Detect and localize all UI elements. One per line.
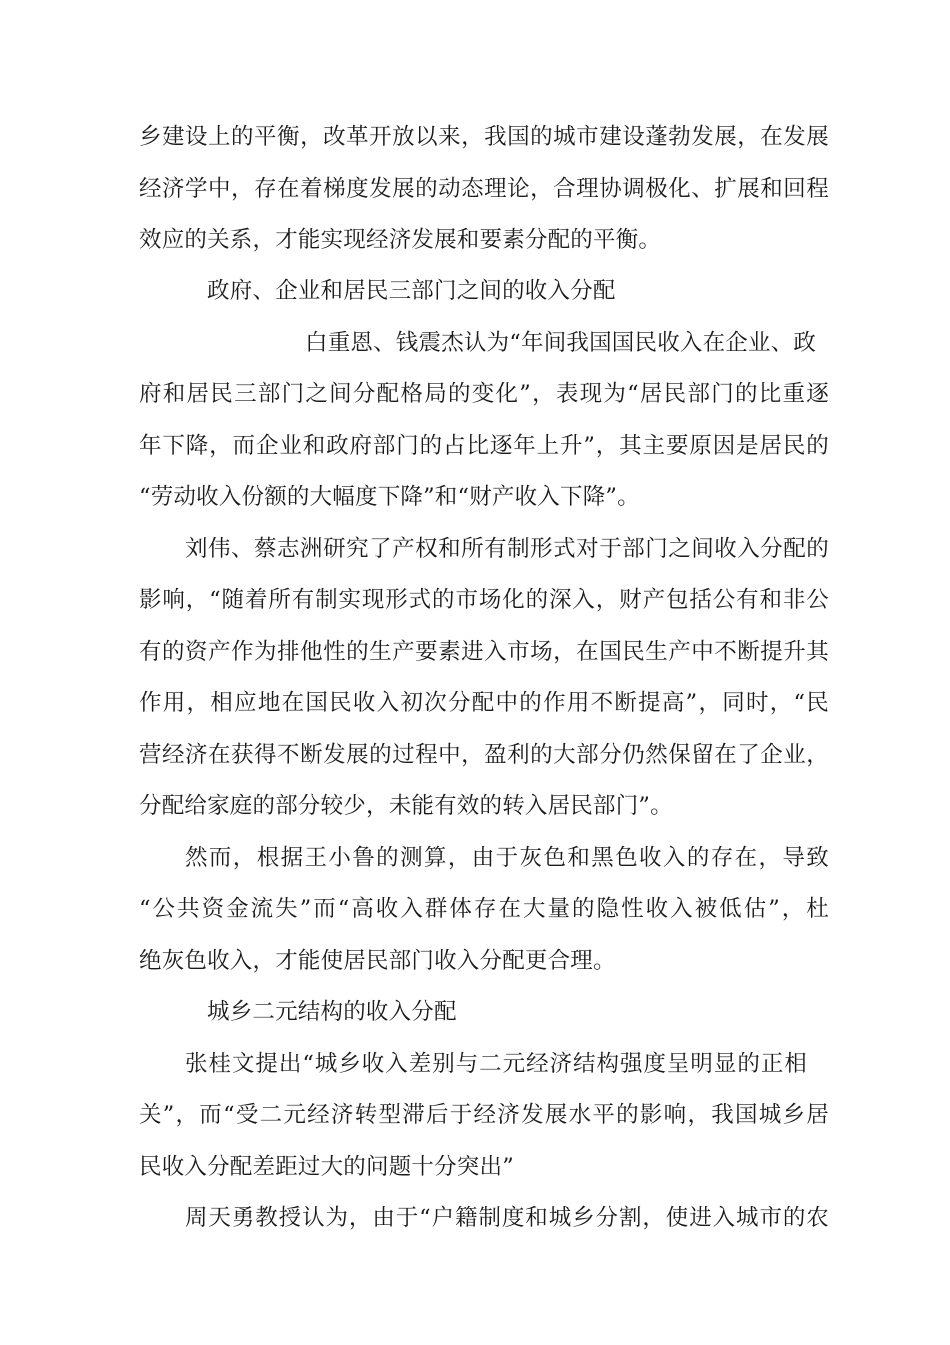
text-line: 府和居民三部门之间分配格局的变化”，表现为“居民部门的比重逐 (139, 381, 829, 407)
text-line: “劳动收入份额的大幅度下降”和“财产收入下降”。 (139, 484, 640, 510)
section-heading: 城乡二元结构的收入分配 (207, 999, 457, 1025)
text-line: 影响，“随着所有制实现形式的市场化的深入，财产包括公有和非公 (139, 587, 829, 613)
text-line: 作用，相应地在国民收入初次分配中的作用不断提高”，同时，“民 (139, 690, 829, 716)
text-line: 效应的关系，才能实现经济发展和要素分配的平衡。 (139, 227, 662, 253)
text-line: 分配给家庭的部分较少，未能有效的转入居民部门”。 (139, 793, 673, 819)
text-line: 绝灰色收入，才能使居民部门收入分配更合理。 (139, 948, 616, 974)
text-line: 关”，而“受二元经济转型滞后于经济发展水平的影响，我国城乡居 (139, 1102, 829, 1128)
text-line: 张桂文提出“城乡收入差别与二元经济结构强度呈明显的正相 (185, 1051, 807, 1077)
text-line: 白重恩、钱震杰认为“年间我国国民收入在企业、政 (305, 330, 817, 356)
text-line: 经济学中，存在着梯度发展的动态理论，合理协调极化、扩展和回程 (139, 176, 829, 202)
section-heading: 政府、企业和居民三部门之间的收入分配 (207, 278, 616, 304)
text-line: 然而，根据王小鲁的测算，由于灰色和黑色收入的存在，导致 (185, 845, 829, 871)
text-line: 年下降，而企业和政府部门的占比逐年上升”，其主要原因是居民的 (139, 433, 829, 459)
text-line: 营经济在获得不断发展的过程中，盈利的大部分仍然保留在了企业， (139, 742, 829, 768)
text-line: 周天勇教授认为，由于“户籍制度和城乡分割，使进入城市的农 (185, 1205, 829, 1231)
text-line: 民收入分配差距过大的问题十分突出” (139, 1154, 514, 1180)
text-line: 有的资产作为排他性的生产要素进入市场，在国民生产中不断提升其 (139, 639, 829, 665)
text-line: “公共资金流失”而“高收入群体存在大量的隐性收入被低估”，杜 (139, 896, 829, 922)
text-line: 乡建设上的平衡，改革开放以来，我国的城市建设蓬勃发展，在发展 (139, 124, 829, 150)
text-line: 刘伟、蔡志洲研究了产权和所有制形式对于部门之间收入分配的 (185, 536, 829, 562)
